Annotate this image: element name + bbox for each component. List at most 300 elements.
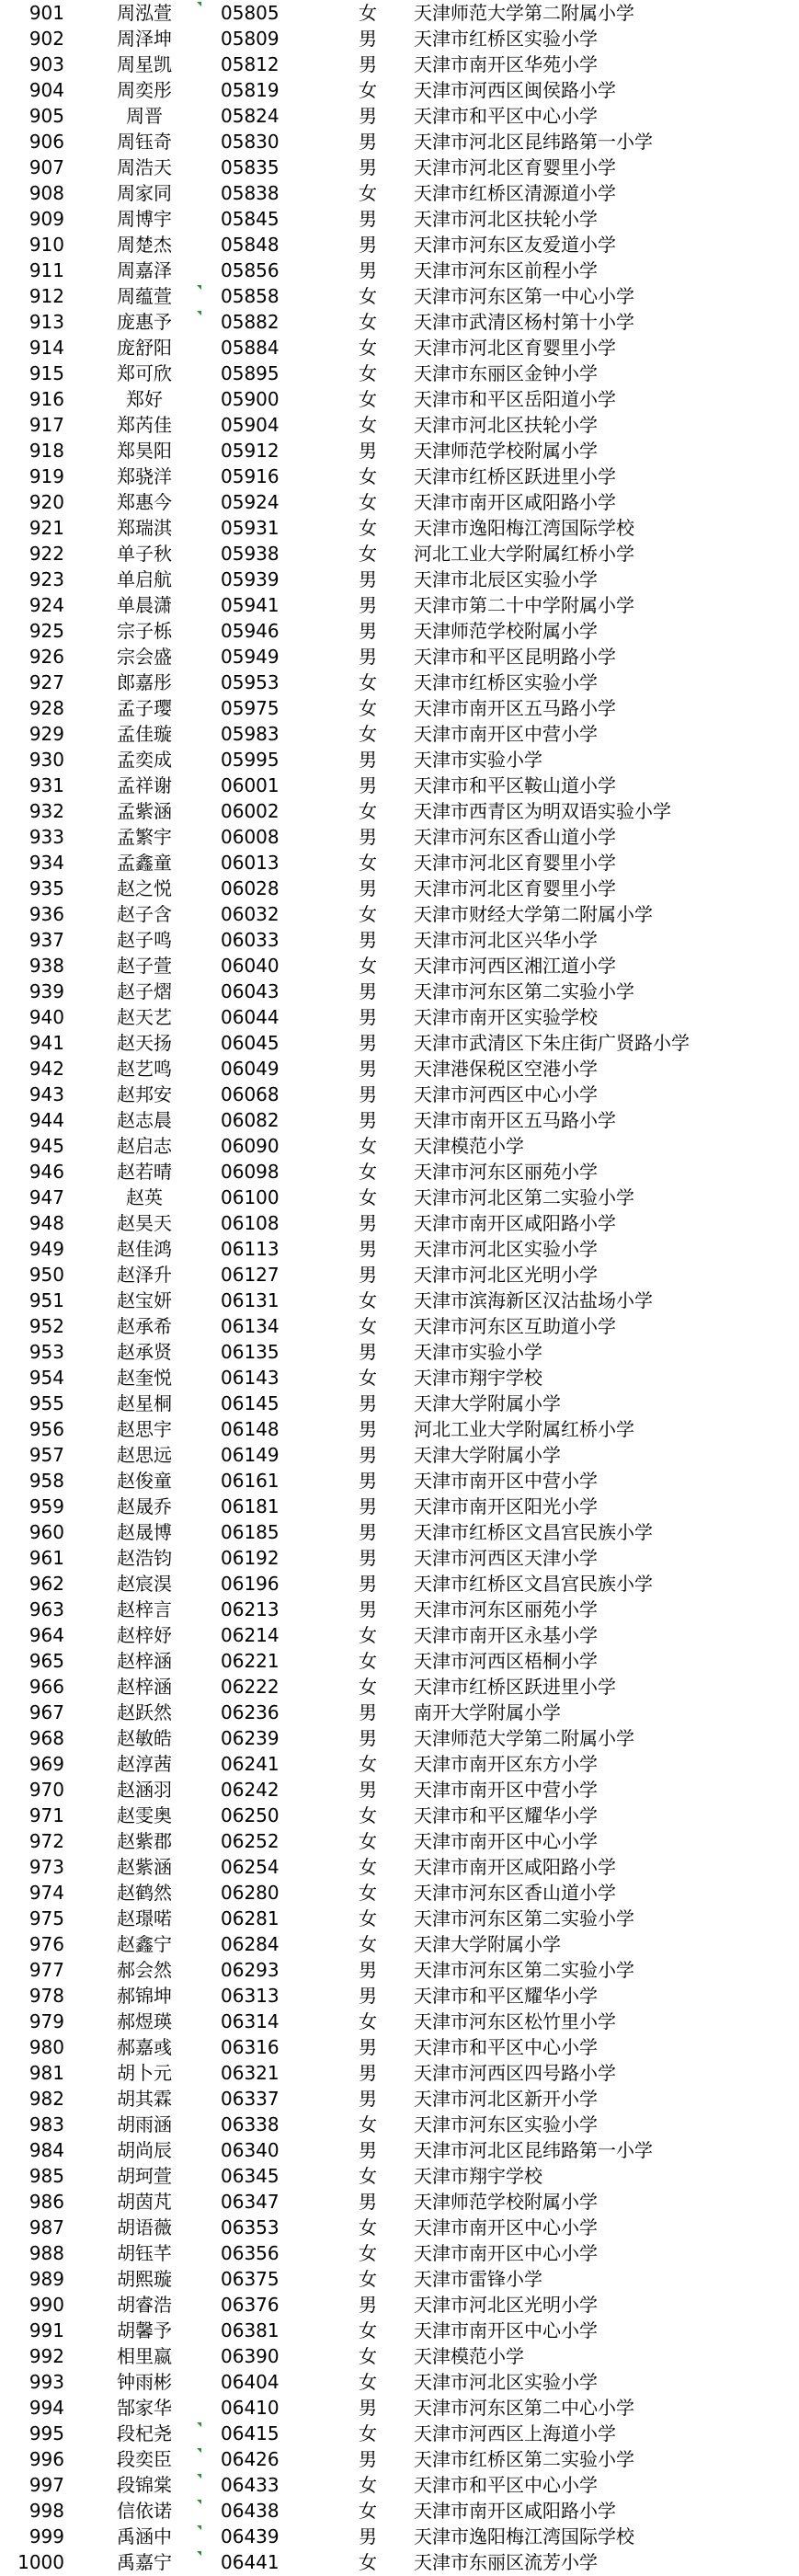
table-row xyxy=(0,1494,799,1519)
student-name-cell: 胡尚辰 xyxy=(117,2139,172,2161)
student-id-cell: 06090 xyxy=(221,1135,280,1157)
table-row xyxy=(0,1880,799,1906)
row-number-cell: 906 xyxy=(29,131,64,153)
cell-marker-icon xyxy=(197,2422,201,2427)
gender-cell: 男 xyxy=(359,1470,377,1492)
row-number-cell: 934 xyxy=(29,852,64,874)
cell-marker-icon xyxy=(197,311,201,315)
school-name-cell: 天津市河西区天津小学 xyxy=(414,1547,598,1569)
row-number-cell: 919 xyxy=(29,465,64,487)
gender-cell: 女 xyxy=(359,1830,377,1852)
gender-cell: 女 xyxy=(359,1933,377,1955)
student-name-cell: 禹嘉宁 xyxy=(117,2551,172,2573)
table-row xyxy=(0,979,799,1004)
gender-cell: 男 xyxy=(359,2397,377,2419)
school-name-cell: 天津师范学校附属小学 xyxy=(414,620,598,642)
table-row xyxy=(0,2034,799,2060)
school-name-cell: 天津市西青区为明双语实验小学 xyxy=(414,800,671,822)
gender-cell: 男 xyxy=(359,1444,377,1466)
school-name-cell: 天津市逸阳梅江湾国际学校 xyxy=(414,517,634,539)
table-row xyxy=(0,567,799,592)
table-row xyxy=(0,1803,799,1828)
table-row xyxy=(0,258,799,283)
student-id-cell: 06433 xyxy=(221,2474,280,2496)
row-number-cell: 912 xyxy=(29,285,64,307)
student-name-cell: 赵梓妤 xyxy=(117,1624,172,1646)
student-id-cell: 05916 xyxy=(221,465,280,487)
student-id-cell: 06143 xyxy=(221,1367,280,1389)
row-number-cell: 955 xyxy=(29,1392,64,1414)
school-name-cell: 天津市河北区育婴里小学 xyxy=(414,852,616,874)
gender-cell: 男 xyxy=(359,1083,377,1105)
student-name-cell: 周钰奇 xyxy=(117,131,172,153)
row-number-cell: 918 xyxy=(29,440,64,462)
gender-cell: 女 xyxy=(359,337,377,359)
student-name-cell: 赵雯奥 xyxy=(117,1804,172,1826)
gender-cell: 女 xyxy=(359,2319,377,2341)
school-name-cell: 天津市河东区友爱道小学 xyxy=(414,234,616,256)
student-id-cell: 05838 xyxy=(221,182,280,204)
student-id-cell: 05819 xyxy=(221,79,280,101)
student-id-cell: 05912 xyxy=(221,440,280,462)
school-name-cell: 天津市南开区五马路小学 xyxy=(414,1109,616,1131)
table-row xyxy=(0,901,799,927)
gender-cell: 女 xyxy=(359,2422,377,2444)
student-id-cell: 05900 xyxy=(221,388,280,410)
student-name-cell: 赵涵羽 xyxy=(117,1779,172,1801)
table-row xyxy=(0,1468,799,1494)
row-number-cell: 977 xyxy=(29,1959,64,1981)
row-number-cell: 910 xyxy=(29,234,64,256)
table-row xyxy=(0,695,799,721)
school-name-cell: 天津市河东区实验小学 xyxy=(414,2113,598,2135)
student-id-cell: 05931 xyxy=(221,517,280,539)
gender-cell: 男 xyxy=(359,749,377,771)
student-name-cell: 赵天扬 xyxy=(117,1032,172,1054)
student-id-cell: 06045 xyxy=(221,1032,280,1054)
row-number-cell: 917 xyxy=(29,414,64,436)
student-name-cell: 赵鑫宁 xyxy=(117,1933,172,1955)
school-name-cell: 天津市南开区东方小学 xyxy=(414,1753,598,1775)
student-id-cell: 05835 xyxy=(221,156,280,178)
gender-cell: 女 xyxy=(359,671,377,693)
student-id-cell: 05812 xyxy=(221,53,280,75)
school-name-cell: 天津市东丽区金钟小学 xyxy=(414,362,598,384)
gender-cell: 女 xyxy=(359,1804,377,1826)
row-number-cell: 984 xyxy=(29,2139,64,2161)
student-name-cell: 周浩天 xyxy=(117,156,172,178)
student-id-cell: 06149 xyxy=(221,1444,280,1466)
student-id-cell: 05805 xyxy=(221,2,280,24)
school-name-cell: 天津师范大学第二附属小学 xyxy=(414,1727,634,1749)
table-row xyxy=(0,103,799,129)
school-name-cell: 天津师范大学第二附属小学 xyxy=(414,2,634,24)
student-id-cell: 06353 xyxy=(221,2216,280,2238)
table-row xyxy=(0,2524,799,2549)
gender-cell: 女 xyxy=(359,697,377,719)
gender-cell: 男 xyxy=(359,1032,377,1054)
table-row xyxy=(0,1622,799,1648)
table-row xyxy=(0,1185,799,1210)
student-id-cell: 06250 xyxy=(221,1804,280,1826)
student-id-cell: 06313 xyxy=(221,1985,280,2007)
student-id-cell: 06108 xyxy=(221,1212,280,1234)
cell-marker-icon xyxy=(197,2,201,6)
school-name-cell: 天津市河东区松竹里小学 xyxy=(414,2010,616,2032)
school-name-cell: 天津市河东区第一中心小学 xyxy=(414,285,634,307)
student-name-cell: 赵紫郡 xyxy=(117,1830,172,1852)
row-number-cell: 971 xyxy=(29,1804,64,1826)
school-name-cell: 天津市滨海新区汉沽盐场小学 xyxy=(414,1289,653,1311)
school-name-cell: 天津市红桥区跃进里小学 xyxy=(414,465,616,487)
table-row xyxy=(0,77,799,103)
student-name-cell: 段杞尧 xyxy=(117,2422,172,2444)
table-row xyxy=(0,155,799,180)
row-number-cell: 936 xyxy=(29,903,64,925)
gender-cell: 女 xyxy=(359,1650,377,1672)
school-name-cell: 天津市河西区上海道小学 xyxy=(414,2422,616,2444)
gender-cell: 女 xyxy=(359,2474,377,2496)
gender-cell: 女 xyxy=(359,1624,377,1646)
row-number-cell: 960 xyxy=(29,1521,64,1543)
student-id-cell: 06082 xyxy=(221,1109,280,1131)
student-name-cell: 赵若晴 xyxy=(117,1161,172,1183)
student-name-cell: 钟雨彬 xyxy=(117,2371,172,2393)
table-row xyxy=(0,2395,799,2421)
student-name-cell: 赵梓涵 xyxy=(117,1650,172,1672)
student-name-cell: 孟繁宇 xyxy=(117,826,172,848)
table-row xyxy=(0,2472,799,2498)
student-id-cell: 05882 xyxy=(221,311,280,333)
student-id-cell: 06131 xyxy=(221,1289,280,1311)
school-name-cell: 天津市河北区实验小学 xyxy=(414,1238,598,1260)
student-id-cell: 05975 xyxy=(221,697,280,719)
school-name-cell: 河北工业大学附属红桥小学 xyxy=(414,1418,634,1440)
student-name-cell: 赵俊童 xyxy=(117,1470,172,1492)
cell-marker-icon xyxy=(197,2474,201,2479)
school-name-cell: 天津市南开区中心小学 xyxy=(414,2319,598,2341)
table-row xyxy=(0,1082,799,1107)
gender-cell: 男 xyxy=(359,2294,377,2316)
table-row xyxy=(0,798,799,824)
student-name-cell: 周家同 xyxy=(117,182,172,204)
gender-cell: 男 xyxy=(359,1959,377,1981)
student-id-cell: 06375 xyxy=(221,2268,280,2290)
school-name-cell: 天津市南开区中心小学 xyxy=(414,1830,598,1852)
student-id-cell: 06316 xyxy=(221,2036,280,2058)
row-number-cell: 922 xyxy=(29,543,64,565)
gender-cell: 女 xyxy=(359,1289,377,1311)
gender-cell: 男 xyxy=(359,131,377,153)
gender-cell: 女 xyxy=(359,1161,377,1183)
school-name-cell: 天津市河东区互助道小学 xyxy=(414,1315,616,1337)
student-id-cell: 05939 xyxy=(221,568,280,590)
student-id-cell: 05904 xyxy=(221,414,280,436)
row-number-cell: 940 xyxy=(29,1006,64,1028)
gender-cell: 男 xyxy=(359,1058,377,1080)
school-name-cell: 天津市和平区岳阳道小学 xyxy=(414,388,616,410)
student-id-cell: 06148 xyxy=(221,1418,280,1440)
student-name-cell: 胡雨涵 xyxy=(117,2113,172,2135)
row-number-cell: 988 xyxy=(29,2242,64,2264)
student-name-cell: 郑芮佳 xyxy=(117,414,172,436)
row-number-cell: 965 xyxy=(29,1650,64,1672)
student-id-cell: 06196 xyxy=(221,1573,280,1595)
gender-cell: 女 xyxy=(359,2113,377,2135)
student-id-cell: 05884 xyxy=(221,337,280,359)
school-name-cell: 天津市河北区育婴里小学 xyxy=(414,156,616,178)
school-name-cell: 天津市河北区兴华小学 xyxy=(414,929,598,951)
table-row xyxy=(0,747,799,773)
school-name-cell: 天津市河北区昆纬路第一小学 xyxy=(414,131,653,153)
student-id-cell: 06100 xyxy=(221,1186,280,1208)
student-name-cell: 赵子含 xyxy=(117,903,172,925)
row-number-cell: 954 xyxy=(29,1367,64,1389)
table-row xyxy=(0,232,799,258)
student-name-cell: 赵子鸣 xyxy=(117,929,172,951)
gender-cell: 男 xyxy=(359,234,377,256)
table-row xyxy=(0,1262,799,1288)
row-number-cell: 903 xyxy=(29,53,64,75)
student-name-cell: 周泽坤 xyxy=(117,28,172,50)
gender-cell: 男 xyxy=(359,2062,377,2084)
student-name-cell: 郝会然 xyxy=(117,1959,172,1981)
student-id-cell: 06438 xyxy=(221,2500,280,2522)
student-name-cell: 孟祥谢 xyxy=(117,774,172,796)
row-number-cell: 972 xyxy=(29,1830,64,1852)
gender-cell: 女 xyxy=(359,362,377,384)
student-name-cell: 赵鹤然 xyxy=(117,1882,172,1904)
school-name-cell: 天津市河北区实验小学 xyxy=(414,2371,598,2393)
school-name-cell: 天津市南开区华苑小学 xyxy=(414,53,598,75)
gender-cell: 女 xyxy=(359,1315,377,1337)
student-name-cell: 孟子璎 xyxy=(117,697,172,719)
student-id-cell: 05858 xyxy=(221,285,280,307)
student-id-cell: 05941 xyxy=(221,594,280,616)
gender-cell: 女 xyxy=(359,2371,377,2393)
gender-cell: 女 xyxy=(359,800,377,822)
student-id-cell: 06252 xyxy=(221,1830,280,1852)
row-number-cell: 989 xyxy=(29,2268,64,2290)
row-number-cell: 938 xyxy=(29,955,64,977)
gender-cell: 男 xyxy=(359,568,377,590)
student-id-cell: 06404 xyxy=(221,2371,280,2393)
student-name-cell: 庞惠予 xyxy=(117,311,172,333)
table-row xyxy=(0,0,799,26)
row-number-cell: 957 xyxy=(29,1444,64,1466)
school-name-cell: 天津市红桥区清源道小学 xyxy=(414,182,616,204)
student-name-cell: 赵子萱 xyxy=(117,955,172,977)
student-name-cell: 赵敏皓 xyxy=(117,1727,172,1749)
school-name-cell: 天津市河北区扶轮小学 xyxy=(414,208,598,230)
school-name-cell: 天津市河北区光明小学 xyxy=(414,2294,598,2316)
student-name-cell: 郎嘉彤 xyxy=(117,671,172,693)
cell-marker-icon xyxy=(197,2551,201,2556)
student-id-cell: 05845 xyxy=(221,208,280,230)
table-row xyxy=(0,773,799,798)
gender-cell: 男 xyxy=(359,1598,377,1620)
student-name-cell: 赵之悦 xyxy=(117,877,172,899)
row-number-cell: 966 xyxy=(29,1676,64,1698)
school-name-cell: 天津市北辰区实验小学 xyxy=(414,568,598,590)
student-name-cell: 单启航 xyxy=(117,568,172,590)
school-name-cell: 天津市和平区鞍山道小学 xyxy=(414,774,616,796)
school-name-cell: 天津模范小学 xyxy=(414,1135,524,1157)
student-id-cell: 06192 xyxy=(221,1547,280,1569)
student-name-cell: 赵思远 xyxy=(117,1444,172,1466)
school-name-cell: 天津市河东区第二中心小学 xyxy=(414,2397,634,2419)
gender-cell: 女 xyxy=(359,852,377,874)
school-name-cell: 天津市红桥区实验小学 xyxy=(414,671,598,693)
row-number-cell: 993 xyxy=(29,2371,64,2393)
school-name-cell: 天津市河西区湘江道小学 xyxy=(414,955,616,977)
row-number-cell: 982 xyxy=(29,2088,64,2110)
gender-cell: 男 xyxy=(359,2191,377,2213)
table-row xyxy=(0,2112,799,2137)
table-row xyxy=(0,2189,799,2215)
gender-cell: 男 xyxy=(359,2525,377,2547)
student-id-cell: 06040 xyxy=(221,955,280,977)
gender-cell: 男 xyxy=(359,877,377,899)
school-name-cell: 天津师范学校附属小学 xyxy=(414,440,598,462)
gender-cell: 男 xyxy=(359,594,377,616)
gender-cell: 男 xyxy=(359,646,377,668)
row-number-cell: 915 xyxy=(29,362,64,384)
table-row xyxy=(0,52,799,77)
school-name-cell: 天津市河东区前程小学 xyxy=(414,259,598,281)
gender-cell: 男 xyxy=(359,156,377,178)
table-row xyxy=(0,927,799,953)
school-name-cell: 天津市南开区五马路小学 xyxy=(414,697,616,719)
row-number-cell: 967 xyxy=(29,1701,64,1723)
school-name-cell: 天津市河北区第二实验小学 xyxy=(414,1186,634,1208)
school-name-cell: 天津市河西区四号路小学 xyxy=(414,2062,616,2084)
row-number-cell: 931 xyxy=(29,774,64,796)
school-name-cell: 天津市南开区咸阳路小学 xyxy=(414,491,616,513)
student-id-cell: 06381 xyxy=(221,2319,280,2341)
school-name-cell: 天津市河北区扶轮小学 xyxy=(414,414,598,436)
gender-cell: 男 xyxy=(359,1006,377,1028)
student-name-cell: 周晋 xyxy=(126,105,163,127)
table-row xyxy=(0,1107,799,1133)
student-name-cell: 郑瑞淇 xyxy=(117,517,172,539)
school-name-cell: 天津市和平区中心小学 xyxy=(414,105,598,127)
student-id-cell: 06241 xyxy=(221,1753,280,1775)
table-row xyxy=(0,1597,799,1622)
student-name-cell: 郑昊阳 xyxy=(117,440,172,462)
row-number-cell: 916 xyxy=(29,388,64,410)
gender-cell: 女 xyxy=(359,955,377,977)
student-id-cell: 06410 xyxy=(221,2397,280,2419)
gender-cell: 女 xyxy=(359,182,377,204)
table-row xyxy=(0,2086,799,2112)
student-id-cell: 05830 xyxy=(221,131,280,153)
student-name-cell: 周博宇 xyxy=(117,208,172,230)
table-row xyxy=(0,1313,799,1339)
gender-cell: 女 xyxy=(359,1753,377,1775)
gender-cell: 女 xyxy=(359,1907,377,1929)
gender-cell: 男 xyxy=(359,1727,377,1749)
student-name-cell: 段奕臣 xyxy=(117,2448,172,2470)
table-row xyxy=(0,1931,799,1957)
table-row xyxy=(0,1236,799,1262)
table-row xyxy=(0,2060,799,2086)
student-id-cell: 06135 xyxy=(221,1341,280,1363)
gender-cell: 男 xyxy=(359,2036,377,2058)
school-name-cell: 天津市河东区香山道小学 xyxy=(414,826,616,848)
table-row xyxy=(0,489,799,515)
row-number-cell: 986 xyxy=(29,2191,64,2213)
school-name-cell: 天津市河北区育婴里小学 xyxy=(414,877,616,899)
row-number-cell: 958 xyxy=(29,1470,64,1492)
school-name-cell: 天津市河东区香山道小学 xyxy=(414,1882,616,1904)
student-id-cell: 06254 xyxy=(221,1856,280,1878)
student-id-cell: 05949 xyxy=(221,646,280,668)
student-name-cell: 胡睿浩 xyxy=(117,2294,172,2316)
row-number-cell: 944 xyxy=(29,1109,64,1131)
student-id-cell: 06181 xyxy=(221,1495,280,1517)
row-number-cell: 979 xyxy=(29,2010,64,2032)
table-row xyxy=(0,1700,799,1725)
school-name-cell: 天津市南开区咸阳路小学 xyxy=(414,1212,616,1234)
gender-cell: 男 xyxy=(359,620,377,642)
student-name-cell: 赵启志 xyxy=(117,1135,172,1157)
student-name-cell: 周星凯 xyxy=(117,53,172,75)
table-row xyxy=(0,953,799,979)
table-row xyxy=(0,1906,799,1931)
school-name-cell: 天津市和平区耀华小学 xyxy=(414,1804,598,1826)
table-row xyxy=(0,1391,799,1416)
row-number-cell: 921 xyxy=(29,517,64,539)
row-number-cell: 911 xyxy=(29,259,64,281)
table-row xyxy=(0,2240,799,2266)
school-name-cell: 天津市河西区梧桐小学 xyxy=(414,1650,598,1672)
student-name-cell: 郑骁洋 xyxy=(117,465,172,487)
row-number-cell: 946 xyxy=(29,1161,64,1183)
school-name-cell: 天津市南开区实验学校 xyxy=(414,1006,598,1028)
student-id-cell: 05824 xyxy=(221,105,280,127)
row-number-cell: 953 xyxy=(29,1341,64,1363)
row-number-cell: 907 xyxy=(29,156,64,178)
student-name-cell: 胡珂萱 xyxy=(117,2165,172,2187)
student-id-cell: 06134 xyxy=(221,1315,280,1337)
student-name-cell: 赵天艺 xyxy=(117,1006,172,1028)
gender-cell: 女 xyxy=(359,517,377,539)
row-number-cell: 932 xyxy=(29,800,64,822)
gender-cell: 男 xyxy=(359,2088,377,2110)
row-number-cell: 937 xyxy=(29,929,64,951)
school-name-cell: 天津模范小学 xyxy=(414,2345,524,2367)
table-row xyxy=(0,2549,799,2575)
student-id-cell: 06338 xyxy=(221,2113,280,2135)
gender-cell: 男 xyxy=(359,1418,377,1440)
student-name-cell: 赵紫涵 xyxy=(117,1856,172,1878)
row-number-cell: 970 xyxy=(29,1779,64,1801)
table-row xyxy=(0,2446,799,2472)
row-number-cell: 951 xyxy=(29,1289,64,1311)
row-number-cell: 963 xyxy=(29,1598,64,1620)
student-id-cell: 06068 xyxy=(221,1083,280,1105)
row-number-cell: 999 xyxy=(29,2525,64,2547)
gender-cell: 女 xyxy=(359,311,377,333)
gender-cell: 男 xyxy=(359,105,377,127)
student-id-cell: 06221 xyxy=(221,1650,280,1672)
table-row xyxy=(0,1983,799,2009)
gender-cell: 男 xyxy=(359,980,377,1002)
school-name-cell: 天津市实验小学 xyxy=(414,1341,542,1363)
gender-cell: 男 xyxy=(359,1341,377,1363)
gender-cell: 女 xyxy=(359,1367,377,1389)
